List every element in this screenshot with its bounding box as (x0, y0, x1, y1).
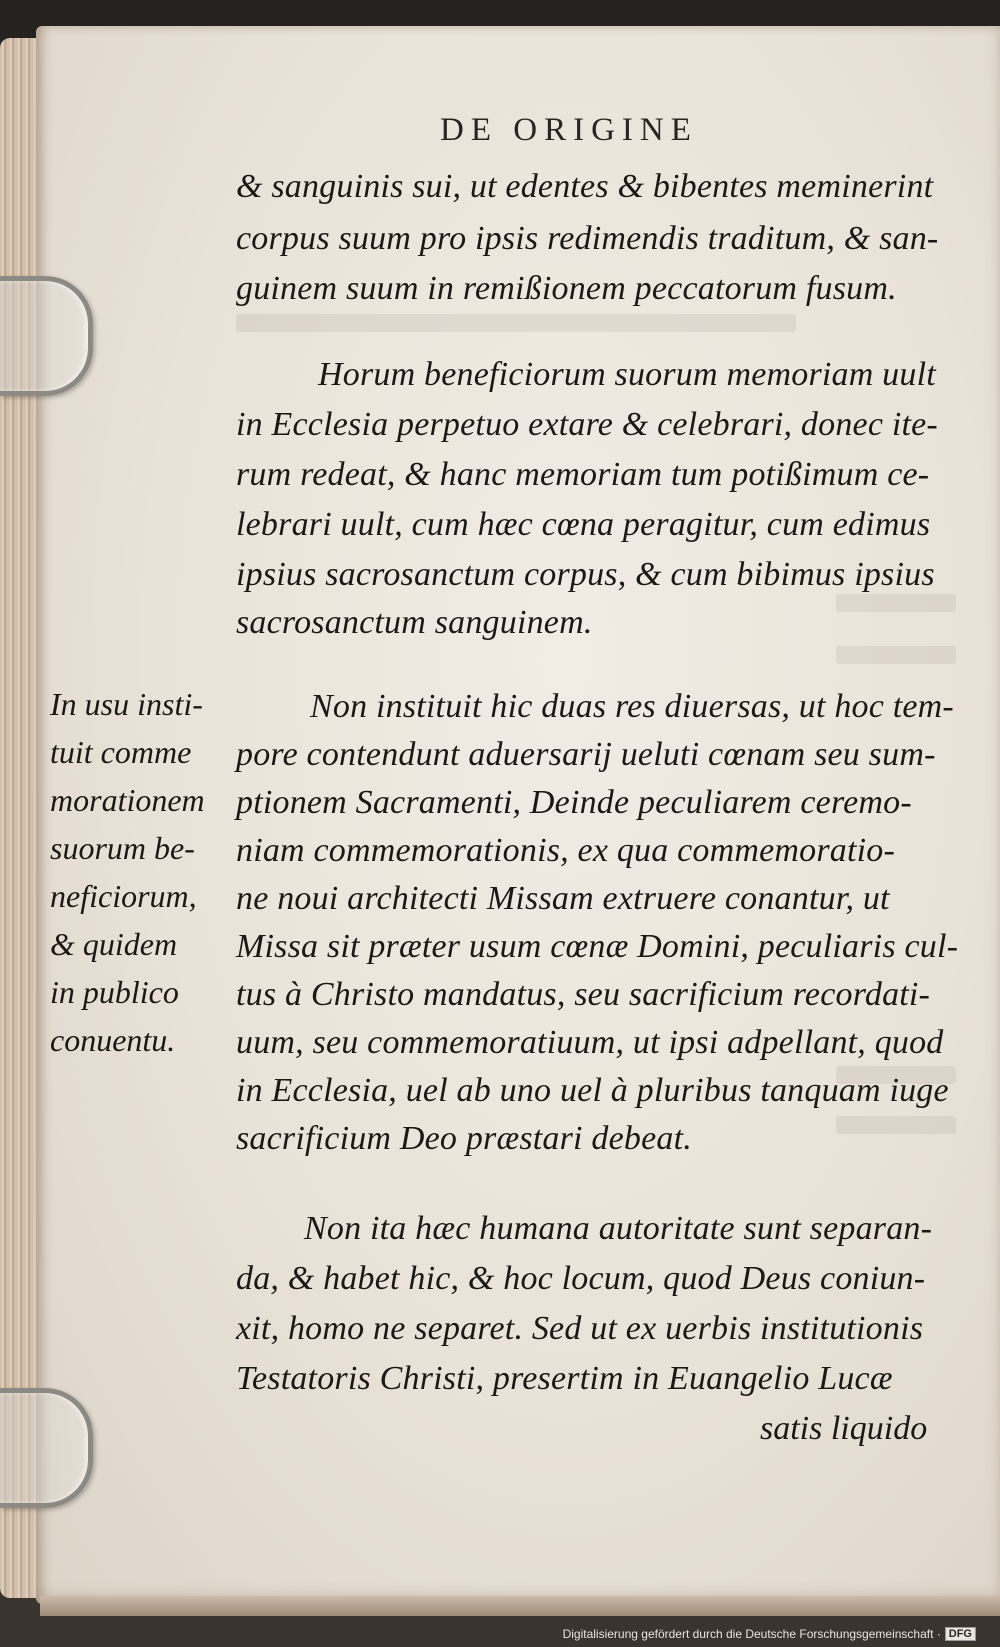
text-line: lebrari uult, cum hæc cœna peragitur, cum edimus (236, 506, 931, 543)
text-line: sacrificium Deo præstari debeat. (236, 1120, 692, 1157)
text-line: & sanguinis sui, ut edentes & bibentes meminerint (236, 168, 934, 205)
show-through-mark (236, 314, 796, 332)
text-line: rum redeat, & hanc memoriam tum potißimum ce- (236, 456, 930, 493)
text-line: ne noui architecti Missam extruere conantur, ut (236, 880, 890, 917)
credit-text: Digitalisierung gefördert durch die Deutsche Forschungsgemeinschaft · (562, 1627, 941, 1641)
text-line: sacrosanctum sanguinem. (236, 604, 593, 641)
text-line: in Ecclesia perpetuo extare & celebrari, donec ite- (236, 406, 938, 443)
show-through-mark (836, 646, 956, 664)
show-through-mark (836, 1116, 956, 1134)
text-line: Non ita hæc humana autoritate sunt separan- (304, 1210, 933, 1247)
text-line: tus à Christo mandatus, seu sacrificium recordati- (236, 976, 931, 1013)
text-line: ptionem Sacramenti, Deinde peculiarem ceremo- (236, 784, 912, 821)
text-line: xit, homo ne separet. Sed ut ex uerbis institutionis (236, 1310, 924, 1347)
margin-note-line: & quidem (50, 926, 178, 962)
margin-note-line: tuit comme (50, 734, 192, 770)
margin-note-line: in publico (50, 974, 179, 1010)
text-line: pore contendunt aduersarij ueluti cœnam seu sum- (236, 736, 936, 773)
running-head: DE ORIGINE (440, 112, 698, 148)
page-bottom-edge (40, 1596, 1000, 1616)
text-line: corpus suum pro ipsis redimendis traditum, & san- (236, 220, 939, 257)
text-line: Horum beneficiorum suorum memoriam uult (318, 356, 936, 393)
margin-note-line: conuentu. (50, 1022, 176, 1058)
text-line: Non instituit hic duas res diuersas, ut hoc tem- (310, 688, 954, 725)
text-line: uum, seu commemoratiuum, ut ipsi adpellant, quod (236, 1024, 944, 1061)
text-line: Testatoris Christi, presertim in Euangelio Lucæ (236, 1360, 893, 1397)
show-through-mark (836, 594, 956, 612)
text-line: in Ecclesia, uel ab uno uel à pluribus tanquam iuge (236, 1072, 949, 1109)
margin-note-line: In usu insti- (50, 686, 203, 722)
text-line: guinem suum in remißionem peccatorum fusum. (236, 270, 897, 307)
margin-note-line: neficiorum, (50, 878, 197, 914)
text-line: ipsius sacrosanctum corpus, & cum bibimus ipsius (236, 556, 935, 593)
margin-note-line: morationem (50, 782, 205, 818)
book-clip-top (0, 276, 93, 396)
text-line: Missa sit præter usum cœnæ Domini, peculiaris cul- (236, 928, 959, 965)
text-line: niam commemorationis, ex qua commemoratio- (236, 832, 896, 869)
margin-note-line: suorum be- (50, 830, 195, 866)
book-clip-bottom (0, 1388, 93, 1508)
digitization-credit (563, 1627, 976, 1641)
catchword: satis liquido (760, 1410, 928, 1447)
text-line: da, & habet hic, & hoc locum, quod Deus coniun- (236, 1260, 926, 1297)
dfg-logo: DFG (945, 1627, 976, 1641)
